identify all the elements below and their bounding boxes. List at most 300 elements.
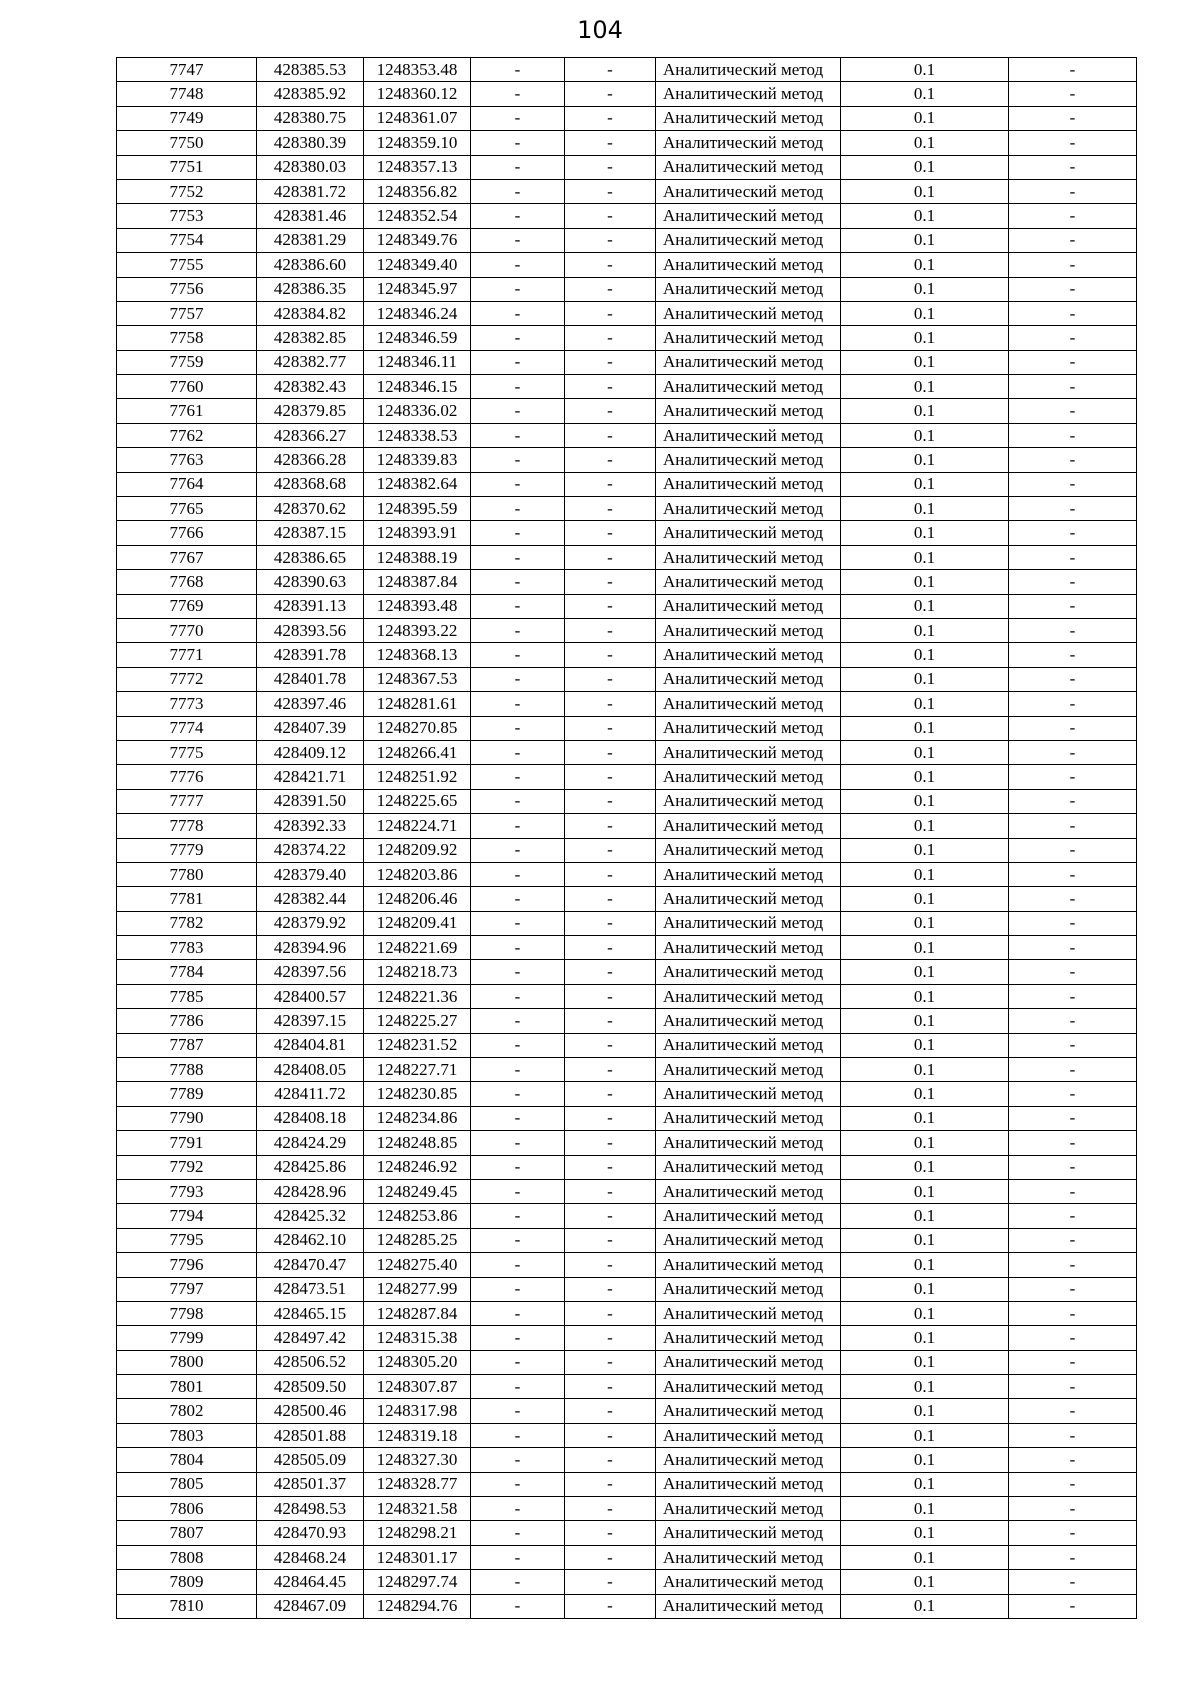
y-coordinate-cell: 1248251.92 (364, 765, 471, 789)
x-coordinate-cell: 428411.72 (257, 1082, 364, 1106)
empty-cell-3: - (1009, 82, 1137, 106)
x-coordinate-cell: 428408.05 (257, 1058, 364, 1082)
accuracy-cell: 0.1 (841, 179, 1009, 203)
x-coordinate-cell: 428421.71 (257, 765, 364, 789)
x-coordinate-cell: 428465.15 (257, 1301, 364, 1325)
point-number-cell: 7752 (117, 179, 257, 203)
method-cell: Аналитический метод (656, 1521, 841, 1545)
point-number-cell: 7804 (117, 1448, 257, 1472)
y-coordinate-cell: 1248227.71 (364, 1058, 471, 1082)
accuracy-cell: 0.1 (841, 643, 1009, 667)
empty-cell-2: - (565, 1082, 656, 1106)
x-coordinate-cell: 428379.85 (257, 399, 364, 423)
method-cell: Аналитический метод (656, 521, 841, 545)
point-number-cell: 7765 (117, 497, 257, 521)
x-coordinate-cell: 428400.57 (257, 984, 364, 1008)
x-coordinate-cell: 428500.46 (257, 1399, 364, 1423)
accuracy-cell: 0.1 (841, 1033, 1009, 1057)
point-number-cell: 7799 (117, 1326, 257, 1350)
empty-cell-1: - (471, 1423, 565, 1447)
empty-cell-1: - (471, 1204, 565, 1228)
method-cell: Аналитический метод (656, 667, 841, 691)
accuracy-cell: 0.1 (841, 1131, 1009, 1155)
table-row (117, 1570, 1137, 1594)
table-row (117, 984, 1137, 1008)
empty-cell-2: - (565, 1350, 656, 1374)
point-number-cell: 7761 (117, 399, 257, 423)
point-number-cell: 7779 (117, 838, 257, 862)
y-coordinate-cell: 1248327.30 (364, 1448, 471, 1472)
x-coordinate-cell: 428381.29 (257, 228, 364, 252)
empty-cell-2: - (565, 399, 656, 423)
table-row (117, 594, 1137, 618)
empty-cell-3: - (1009, 960, 1137, 984)
x-coordinate-cell: 428501.37 (257, 1472, 364, 1496)
point-number-cell: 7808 (117, 1545, 257, 1569)
method-cell: Аналитический метод (656, 58, 841, 82)
accuracy-cell: 0.1 (841, 82, 1009, 106)
empty-cell-2: - (565, 204, 656, 228)
page-number: 104 (577, 16, 623, 44)
accuracy-cell: 0.1 (841, 936, 1009, 960)
empty-cell-3: - (1009, 765, 1137, 789)
empty-cell-2: - (565, 936, 656, 960)
empty-cell-2: - (565, 82, 656, 106)
point-number-cell: 7751 (117, 155, 257, 179)
y-coordinate-cell: 1248209.41 (364, 911, 471, 935)
empty-cell-1: - (471, 204, 565, 228)
point-number-cell: 7775 (117, 740, 257, 764)
accuracy-cell: 0.1 (841, 1594, 1009, 1618)
method-cell: Аналитический метод (656, 765, 841, 789)
empty-cell-3: - (1009, 936, 1137, 960)
empty-cell-3: - (1009, 228, 1137, 252)
point-number-cell: 7789 (117, 1082, 257, 1106)
accuracy-cell: 0.1 (841, 375, 1009, 399)
method-cell: Аналитический метод (656, 448, 841, 472)
empty-cell-2: - (565, 911, 656, 935)
empty-cell-2: - (565, 1521, 656, 1545)
method-cell: Аналитический метод (656, 643, 841, 667)
point-number-cell: 7783 (117, 936, 257, 960)
accuracy-cell: 0.1 (841, 399, 1009, 423)
x-coordinate-cell: 428379.92 (257, 911, 364, 935)
empty-cell-2: - (565, 1399, 656, 1423)
table-row (117, 1033, 1137, 1057)
table-row (117, 1399, 1137, 1423)
x-coordinate-cell: 428386.60 (257, 253, 364, 277)
point-number-cell: 7773 (117, 692, 257, 716)
accuracy-cell: 0.1 (841, 1497, 1009, 1521)
method-cell: Аналитический метод (656, 375, 841, 399)
empty-cell-3: - (1009, 692, 1137, 716)
empty-cell-3: - (1009, 155, 1137, 179)
table-row (117, 618, 1137, 642)
method-cell: Аналитический метод (656, 1204, 841, 1228)
empty-cell-1: - (471, 618, 565, 642)
accuracy-cell: 0.1 (841, 862, 1009, 886)
empty-cell-3: - (1009, 1594, 1137, 1618)
y-coordinate-cell: 1248305.20 (364, 1350, 471, 1374)
empty-cell-3: - (1009, 204, 1137, 228)
point-number-cell: 7774 (117, 716, 257, 740)
empty-cell-2: - (565, 765, 656, 789)
empty-cell-1: - (471, 1594, 565, 1618)
empty-cell-1: - (471, 423, 565, 447)
x-coordinate-cell: 428409.12 (257, 740, 364, 764)
x-coordinate-cell: 428381.46 (257, 204, 364, 228)
x-coordinate-cell: 428374.22 (257, 838, 364, 862)
empty-cell-1: - (471, 1472, 565, 1496)
empty-cell-3: - (1009, 911, 1137, 935)
point-number-cell: 7747 (117, 58, 257, 82)
accuracy-cell: 0.1 (841, 984, 1009, 1008)
method-cell: Аналитический метод (656, 936, 841, 960)
empty-cell-1: - (471, 960, 565, 984)
y-coordinate-cell: 1248209.92 (364, 838, 471, 862)
accuracy-cell: 0.1 (841, 1375, 1009, 1399)
table-row (117, 326, 1137, 350)
method-cell: Аналитический метод (656, 1179, 841, 1203)
empty-cell-3: - (1009, 497, 1137, 521)
empty-cell-1: - (471, 667, 565, 691)
x-coordinate-cell: 428391.13 (257, 594, 364, 618)
method-cell: Аналитический метод (656, 1253, 841, 1277)
point-number-cell: 7794 (117, 1204, 257, 1228)
empty-cell-3: - (1009, 1521, 1137, 1545)
point-number-cell: 7787 (117, 1033, 257, 1057)
empty-cell-2: - (565, 643, 656, 667)
x-coordinate-cell: 428397.56 (257, 960, 364, 984)
point-number-cell: 7755 (117, 253, 257, 277)
x-coordinate-cell: 428392.33 (257, 814, 364, 838)
empty-cell-1: - (471, 887, 565, 911)
x-coordinate-cell: 428393.56 (257, 618, 364, 642)
empty-cell-2: - (565, 1155, 656, 1179)
empty-cell-1: - (471, 984, 565, 1008)
accuracy-cell: 0.1 (841, 740, 1009, 764)
point-number-cell: 7768 (117, 570, 257, 594)
point-number-cell: 7781 (117, 887, 257, 911)
y-coordinate-cell: 1248294.76 (364, 1594, 471, 1618)
y-coordinate-cell: 1248388.19 (364, 545, 471, 569)
table-row (117, 106, 1137, 130)
x-coordinate-cell: 428385.53 (257, 58, 364, 82)
table-row (117, 1350, 1137, 1374)
empty-cell-1: - (471, 253, 565, 277)
accuracy-cell: 0.1 (841, 1106, 1009, 1130)
y-coordinate-cell: 1248346.59 (364, 326, 471, 350)
empty-cell-3: - (1009, 1009, 1137, 1033)
empty-cell-1: - (471, 814, 565, 838)
point-number-cell: 7801 (117, 1375, 257, 1399)
empty-cell-2: - (565, 1301, 656, 1325)
table-row (117, 887, 1137, 911)
y-coordinate-cell: 1248349.76 (364, 228, 471, 252)
empty-cell-1: - (471, 1106, 565, 1130)
y-coordinate-cell: 1248277.99 (364, 1277, 471, 1301)
empty-cell-1: - (471, 277, 565, 301)
method-cell: Аналитический метод (656, 862, 841, 886)
accuracy-cell: 0.1 (841, 326, 1009, 350)
table-row (117, 277, 1137, 301)
accuracy-cell: 0.1 (841, 1350, 1009, 1374)
empty-cell-1: - (471, 82, 565, 106)
empty-cell-1: - (471, 58, 565, 82)
empty-cell-3: - (1009, 570, 1137, 594)
table-row (117, 814, 1137, 838)
empty-cell-1: - (471, 545, 565, 569)
point-number-cell: 7791 (117, 1131, 257, 1155)
empty-cell-3: - (1009, 448, 1137, 472)
table-row (117, 228, 1137, 252)
empty-cell-3: - (1009, 1179, 1137, 1203)
table-row (117, 1472, 1137, 1496)
table-row (117, 448, 1137, 472)
point-number-cell: 7754 (117, 228, 257, 252)
method-cell: Аналитический метод (656, 618, 841, 642)
y-coordinate-cell: 1248221.69 (364, 936, 471, 960)
empty-cell-2: - (565, 472, 656, 496)
empty-cell-2: - (565, 618, 656, 642)
empty-cell-2: - (565, 1204, 656, 1228)
y-coordinate-cell: 1248393.91 (364, 521, 471, 545)
empty-cell-2: - (565, 1448, 656, 1472)
x-coordinate-cell: 428397.15 (257, 1009, 364, 1033)
x-coordinate-cell: 428386.65 (257, 545, 364, 569)
accuracy-cell: 0.1 (841, 155, 1009, 179)
empty-cell-3: - (1009, 643, 1137, 667)
point-number-cell: 7756 (117, 277, 257, 301)
table-row (117, 716, 1137, 740)
x-coordinate-cell: 428394.96 (257, 936, 364, 960)
x-coordinate-cell: 428407.39 (257, 716, 364, 740)
empty-cell-1: - (471, 1253, 565, 1277)
y-coordinate-cell: 1248230.85 (364, 1082, 471, 1106)
point-number-cell: 7782 (117, 911, 257, 935)
empty-cell-3: - (1009, 887, 1137, 911)
table-body (117, 58, 1137, 1619)
accuracy-cell: 0.1 (841, 838, 1009, 862)
table-row (117, 1253, 1137, 1277)
empty-cell-1: - (471, 106, 565, 130)
method-cell: Аналитический метод (656, 350, 841, 374)
x-coordinate-cell: 428382.77 (257, 350, 364, 374)
y-coordinate-cell: 1248224.71 (364, 814, 471, 838)
accuracy-cell: 0.1 (841, 1009, 1009, 1033)
empty-cell-1: - (471, 1448, 565, 1472)
y-coordinate-cell: 1248361.07 (364, 106, 471, 130)
y-coordinate-cell: 1248356.82 (364, 179, 471, 203)
empty-cell-1: - (471, 570, 565, 594)
empty-cell-1: - (471, 1082, 565, 1106)
empty-cell-1: - (471, 1009, 565, 1033)
method-cell: Аналитический метод (656, 1155, 841, 1179)
empty-cell-1: - (471, 1301, 565, 1325)
point-number-cell: 7771 (117, 643, 257, 667)
x-coordinate-cell: 428505.09 (257, 1448, 364, 1472)
empty-cell-2: - (565, 497, 656, 521)
x-coordinate-cell: 428498.53 (257, 1497, 364, 1521)
empty-cell-2: - (565, 326, 656, 350)
empty-cell-1: - (471, 692, 565, 716)
empty-cell-2: - (565, 423, 656, 447)
accuracy-cell: 0.1 (841, 765, 1009, 789)
table-row (117, 1228, 1137, 1252)
y-coordinate-cell: 1248339.83 (364, 448, 471, 472)
method-cell: Аналитический метод (656, 1472, 841, 1496)
empty-cell-2: - (565, 545, 656, 569)
empty-cell-3: - (1009, 838, 1137, 862)
point-number-cell: 7772 (117, 667, 257, 691)
accuracy-cell: 0.1 (841, 1082, 1009, 1106)
point-number-cell: 7795 (117, 1228, 257, 1252)
y-coordinate-cell: 1248281.61 (364, 692, 471, 716)
method-cell: Аналитический метод (656, 911, 841, 935)
point-number-cell: 7802 (117, 1399, 257, 1423)
empty-cell-3: - (1009, 375, 1137, 399)
point-number-cell: 7778 (117, 814, 257, 838)
method-cell: Аналитический метод (656, 1570, 841, 1594)
method-cell: Аналитический метод (656, 1301, 841, 1325)
table-row (117, 1521, 1137, 1545)
accuracy-cell: 0.1 (841, 1301, 1009, 1325)
method-cell: Аналитический метод (656, 423, 841, 447)
y-coordinate-cell: 1248231.52 (364, 1033, 471, 1057)
empty-cell-1: - (471, 326, 565, 350)
accuracy-cell: 0.1 (841, 497, 1009, 521)
point-number-cell: 7796 (117, 1253, 257, 1277)
table-row (117, 1448, 1137, 1472)
y-coordinate-cell: 1248346.11 (364, 350, 471, 374)
empty-cell-3: - (1009, 1399, 1137, 1423)
accuracy-cell: 0.1 (841, 58, 1009, 82)
empty-cell-3: - (1009, 1448, 1137, 1472)
empty-cell-1: - (471, 1033, 565, 1057)
table-row (117, 643, 1137, 667)
y-coordinate-cell: 1248225.27 (364, 1009, 471, 1033)
method-cell: Аналитический метод (656, 545, 841, 569)
table-row (117, 350, 1137, 374)
y-coordinate-cell: 1248249.45 (364, 1179, 471, 1203)
empty-cell-3: - (1009, 131, 1137, 155)
empty-cell-3: - (1009, 1326, 1137, 1350)
empty-cell-1: - (471, 375, 565, 399)
empty-cell-3: - (1009, 179, 1137, 203)
y-coordinate-cell: 1248218.73 (364, 960, 471, 984)
point-number-cell: 7764 (117, 472, 257, 496)
table-row (117, 472, 1137, 496)
table-row (117, 204, 1137, 228)
x-coordinate-cell: 428509.50 (257, 1375, 364, 1399)
accuracy-cell: 0.1 (841, 1570, 1009, 1594)
table-row (117, 692, 1137, 716)
accuracy-cell: 0.1 (841, 667, 1009, 691)
accuracy-cell: 0.1 (841, 350, 1009, 374)
point-number-cell: 7763 (117, 448, 257, 472)
table-row (117, 497, 1137, 521)
empty-cell-1: - (471, 911, 565, 935)
x-coordinate-cell: 428424.29 (257, 1131, 364, 1155)
table-row (117, 253, 1137, 277)
y-coordinate-cell: 1248328.77 (364, 1472, 471, 1496)
empty-cell-3: - (1009, 667, 1137, 691)
accuracy-cell: 0.1 (841, 131, 1009, 155)
x-coordinate-cell: 428390.63 (257, 570, 364, 594)
y-coordinate-cell: 1248357.13 (364, 155, 471, 179)
empty-cell-1: - (471, 155, 565, 179)
table-row (117, 1131, 1137, 1155)
x-coordinate-cell: 428366.27 (257, 423, 364, 447)
empty-cell-2: - (565, 58, 656, 82)
x-coordinate-cell: 428470.93 (257, 1521, 364, 1545)
point-number-cell: 7777 (117, 789, 257, 813)
point-number-cell: 7792 (117, 1155, 257, 1179)
point-number-cell: 7784 (117, 960, 257, 984)
table-row (117, 936, 1137, 960)
x-coordinate-cell: 428468.24 (257, 1545, 364, 1569)
x-coordinate-cell: 428497.42 (257, 1326, 364, 1350)
point-number-cell: 7753 (117, 204, 257, 228)
method-cell: Аналитический метод (656, 131, 841, 155)
empty-cell-2: - (565, 1497, 656, 1521)
table-row (117, 179, 1137, 203)
empty-cell-2: - (565, 740, 656, 764)
accuracy-cell: 0.1 (841, 1472, 1009, 1496)
accuracy-cell: 0.1 (841, 960, 1009, 984)
empty-cell-2: - (565, 814, 656, 838)
point-number-cell: 7759 (117, 350, 257, 374)
x-coordinate-cell: 428380.03 (257, 155, 364, 179)
point-number-cell: 7762 (117, 423, 257, 447)
table-row (117, 1058, 1137, 1082)
empty-cell-2: - (565, 375, 656, 399)
empty-cell-1: - (471, 472, 565, 496)
y-coordinate-cell: 1248393.48 (364, 594, 471, 618)
empty-cell-2: - (565, 862, 656, 886)
empty-cell-2: - (565, 1472, 656, 1496)
empty-cell-1: - (471, 448, 565, 472)
empty-cell-3: - (1009, 1253, 1137, 1277)
method-cell: Аналитический метод (656, 399, 841, 423)
y-coordinate-cell: 1248298.21 (364, 1521, 471, 1545)
x-coordinate-cell: 428380.39 (257, 131, 364, 155)
empty-cell-1: - (471, 228, 565, 252)
empty-cell-3: - (1009, 423, 1137, 447)
y-coordinate-cell: 1248367.53 (364, 667, 471, 691)
empty-cell-3: - (1009, 277, 1137, 301)
method-cell: Аналитический метод (656, 716, 841, 740)
point-number-cell: 7810 (117, 1594, 257, 1618)
y-coordinate-cell: 1248221.36 (364, 984, 471, 1008)
empty-cell-3: - (1009, 326, 1137, 350)
table-row (117, 1106, 1137, 1130)
y-coordinate-cell: 1248206.46 (364, 887, 471, 911)
x-coordinate-cell: 428379.40 (257, 862, 364, 886)
method-cell: Аналитический метод (656, 1033, 841, 1057)
empty-cell-2: - (565, 253, 656, 277)
method-cell: Аналитический метод (656, 1399, 841, 1423)
empty-cell-3: - (1009, 1472, 1137, 1496)
method-cell: Аналитический метод (656, 472, 841, 496)
y-coordinate-cell: 1248315.38 (364, 1326, 471, 1350)
table-row (117, 1497, 1137, 1521)
method-cell: Аналитический метод (656, 1423, 841, 1447)
y-coordinate-cell: 1248319.18 (364, 1423, 471, 1447)
accuracy-cell: 0.1 (841, 301, 1009, 325)
point-number-cell: 7769 (117, 594, 257, 618)
empty-cell-2: - (565, 1179, 656, 1203)
